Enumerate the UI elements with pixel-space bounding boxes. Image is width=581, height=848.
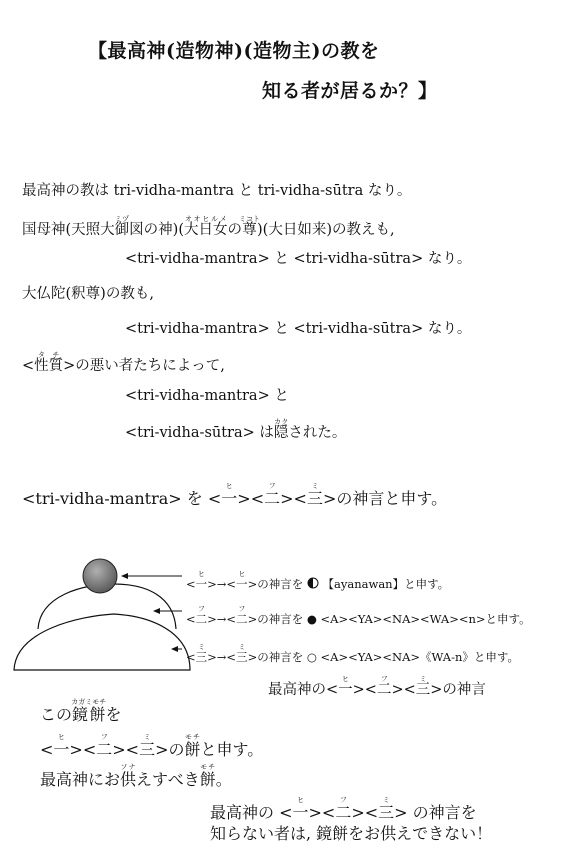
ruby-reading: ヒ bbox=[53, 733, 70, 741]
ruby-base: 三 bbox=[195, 650, 208, 664]
ruby-reading: フ bbox=[335, 796, 352, 804]
ruby-word bbox=[236, 643, 248, 664]
ruby-reading: カク bbox=[273, 418, 289, 426]
text-span: 国母神(天照大 bbox=[22, 222, 115, 238]
ruby-base: 一 bbox=[236, 577, 248, 591]
ruby-word bbox=[195, 643, 208, 664]
ruby-word bbox=[139, 733, 156, 759]
ruby-word bbox=[71, 698, 107, 724]
text-span: >< bbox=[237, 489, 265, 508]
text-span: 最高神の< bbox=[268, 682, 339, 698]
ruby-reading: ヒ bbox=[195, 570, 208, 578]
diagram-label-2 bbox=[186, 605, 531, 626]
text-span: >の神言と申す。 bbox=[322, 489, 448, 508]
ruby-word bbox=[273, 418, 289, 441]
ruby-reading: ヒ bbox=[221, 482, 238, 490]
text-line-7: <tri-vidha-mantra> と bbox=[125, 388, 289, 404]
text-line-4: 大仏陀(釈尊)の教も, bbox=[22, 286, 154, 302]
ruby-reading: ミヅ bbox=[114, 215, 130, 223]
half-circle-icon bbox=[307, 577, 319, 589]
ruby-word bbox=[306, 482, 323, 508]
ruby-reading: カガミモチ bbox=[71, 698, 107, 706]
text-line-1: 最高神の教は tri-vidha-mantra と tri-vidha-sūtra なり。 bbox=[22, 183, 412, 199]
ruby-word bbox=[236, 605, 248, 626]
ruby-base: 隠 bbox=[273, 425, 289, 441]
text-span: >< bbox=[351, 803, 379, 822]
text-span: 【ayanawan】と申す。 bbox=[322, 577, 450, 591]
ruby-base: 一 bbox=[53, 740, 70, 759]
ruby-reading: ミコト bbox=[239, 215, 260, 223]
ruby-base: 二 bbox=[264, 489, 281, 508]
ruby-word bbox=[184, 733, 201, 759]
ruby-reading: ミ bbox=[195, 643, 208, 651]
ruby-reading: ヒ bbox=[338, 675, 353, 683]
ruby-word bbox=[184, 215, 228, 238]
ruby-base: 御 bbox=[114, 222, 130, 238]
text-line-9 bbox=[22, 482, 447, 507]
ruby-word bbox=[195, 570, 208, 591]
text-line-6 bbox=[22, 351, 225, 374]
ruby-base: 一 bbox=[221, 489, 238, 508]
ruby-base: 性質 bbox=[34, 358, 64, 374]
text-line-5: <tri-vidha-mantra> と <tri-vidha-sūtra> なり。 bbox=[125, 321, 472, 337]
ruby-word bbox=[120, 763, 137, 789]
bottom-line-4 bbox=[210, 796, 477, 821]
text-span: >→< bbox=[207, 650, 237, 664]
ruby-base: 三 bbox=[139, 740, 156, 759]
text-span: を bbox=[105, 705, 122, 724]
text-span: < bbox=[22, 358, 35, 374]
text-span: された。 bbox=[288, 425, 347, 441]
ruby-base: 尊 bbox=[239, 222, 260, 238]
ruby-word bbox=[378, 796, 395, 822]
ruby-base: 大日女 bbox=[184, 222, 228, 238]
text-span: と申す。 bbox=[200, 740, 264, 759]
ruby-word bbox=[221, 482, 238, 508]
text-span: < bbox=[186, 612, 196, 626]
ruby-reading: モチ bbox=[199, 763, 216, 771]
text-span: 最高神の < bbox=[210, 803, 293, 822]
ruby-word bbox=[236, 570, 248, 591]
text-span: <tri-vidha-mantra> を < bbox=[22, 489, 222, 508]
bottom-line-3 bbox=[40, 763, 232, 788]
text-span: 最高神にお bbox=[40, 770, 121, 789]
text-span: < bbox=[186, 577, 196, 591]
ruby-reading: ミ bbox=[236, 643, 248, 651]
ruby-word bbox=[338, 675, 353, 698]
text-line-8 bbox=[125, 418, 346, 441]
title-line-1: 【最高神(造物神)(造物主)の教を bbox=[88, 40, 380, 62]
text-span: えすべき bbox=[136, 770, 200, 789]
ruby-word bbox=[292, 796, 309, 822]
ruby-reading: フ bbox=[376, 675, 392, 683]
ruby-word bbox=[415, 675, 431, 698]
ruby-base: 一 bbox=[292, 803, 309, 822]
ruby-base: 二 bbox=[376, 682, 392, 698]
ruby-base: 二 bbox=[96, 740, 113, 759]
text-span: >< bbox=[280, 489, 307, 508]
ruby-base: 三 bbox=[236, 650, 248, 664]
ruby-word bbox=[376, 675, 392, 698]
ruby-reading: ヒ bbox=[236, 570, 248, 578]
text-span: 図の神)( bbox=[129, 222, 184, 238]
ruby-base: 二 bbox=[195, 612, 208, 626]
ruby-reading: ミ bbox=[415, 675, 431, 683]
ruby-base: 三 bbox=[378, 803, 395, 822]
ruby-reading: ミ bbox=[306, 482, 323, 490]
ruby-reading: ソナ bbox=[120, 763, 137, 771]
text-span: < bbox=[40, 740, 54, 759]
text-span: <tri-vidha-sūtra> は bbox=[125, 425, 274, 441]
ruby-base: 餅 bbox=[184, 740, 201, 759]
text-span: >< bbox=[391, 682, 416, 698]
ruby-reading: タチ bbox=[34, 351, 64, 359]
text-span: >< bbox=[112, 740, 140, 759]
mochi-top-ball bbox=[83, 559, 117, 593]
ruby-reading: フ bbox=[264, 482, 281, 490]
ruby-reading: ミ bbox=[139, 733, 156, 741]
text-span: >→< bbox=[207, 577, 237, 591]
text-span: 。 bbox=[215, 770, 232, 789]
text-span: >の悪い者たちによって, bbox=[63, 358, 225, 374]
ruby-reading: フ bbox=[236, 605, 248, 613]
ruby-base: 三 bbox=[415, 682, 431, 698]
bottom-line-5: 知らない者は, 鏡餅をお供えできない！ bbox=[210, 824, 493, 843]
ruby-word bbox=[199, 763, 216, 789]
ruby-base: 一 bbox=[338, 682, 353, 698]
ruby-reading: ミ bbox=[378, 796, 395, 804]
text-span: >< bbox=[308, 803, 336, 822]
ruby-reading: フ bbox=[96, 733, 113, 741]
diagram-label-3 bbox=[186, 643, 519, 664]
ruby-word bbox=[96, 733, 113, 759]
ruby-base: 餅 bbox=[199, 770, 216, 789]
text-span: >→< bbox=[207, 612, 237, 626]
ruby-word bbox=[195, 605, 208, 626]
ruby-base: 一 bbox=[195, 577, 208, 591]
ruby-base: 供 bbox=[120, 770, 137, 789]
ruby-base: 二 bbox=[236, 612, 248, 626]
bottom-line-2 bbox=[40, 733, 263, 758]
text-span: > の神言を bbox=[394, 803, 477, 822]
ruby-base: 二 bbox=[335, 803, 352, 822]
text-span: この bbox=[40, 705, 73, 724]
text-span: >の神言 bbox=[430, 682, 486, 698]
text-span: >の神言を bbox=[247, 577, 304, 591]
text-span: >の bbox=[155, 740, 185, 759]
diagram-caption bbox=[268, 675, 486, 698]
ruby-word bbox=[34, 351, 64, 374]
text-line-2 bbox=[22, 215, 395, 238]
ruby-word bbox=[53, 733, 70, 759]
text-span: >< bbox=[352, 682, 377, 698]
text-span: >の神言を ○ <A><YA><NA>《WA-n》と申す。 bbox=[247, 650, 519, 664]
text-line-3: <tri-vidha-mantra> と <tri-vidha-sūtra> なり。 bbox=[125, 251, 472, 267]
ruby-word bbox=[264, 482, 281, 508]
text-span: >の神言を ● <A><YA><NA><WA><n>と申す。 bbox=[247, 612, 531, 626]
text-span: の bbox=[227, 222, 242, 238]
ruby-base: 鏡餅 bbox=[71, 705, 107, 724]
ruby-base: 三 bbox=[306, 489, 323, 508]
ruby-word bbox=[335, 796, 352, 822]
ruby-reading: ヒ bbox=[292, 796, 309, 804]
ruby-reading: モチ bbox=[184, 733, 201, 741]
diagram-label-1 bbox=[186, 570, 449, 591]
ruby-word bbox=[239, 215, 260, 238]
bottom-line-1 bbox=[40, 698, 122, 723]
title-line-2: 知る者が居るか？】 bbox=[262, 80, 438, 102]
ruby-reading: フ bbox=[195, 605, 208, 613]
ruby-reading: オオヒルメ bbox=[184, 215, 228, 223]
text-span: >< bbox=[69, 740, 97, 759]
text-span: )(大日如来)の教えも, bbox=[257, 222, 395, 238]
ruby-word bbox=[114, 215, 130, 238]
text-span: < bbox=[186, 650, 196, 664]
mochi-lower-tier bbox=[14, 614, 190, 670]
